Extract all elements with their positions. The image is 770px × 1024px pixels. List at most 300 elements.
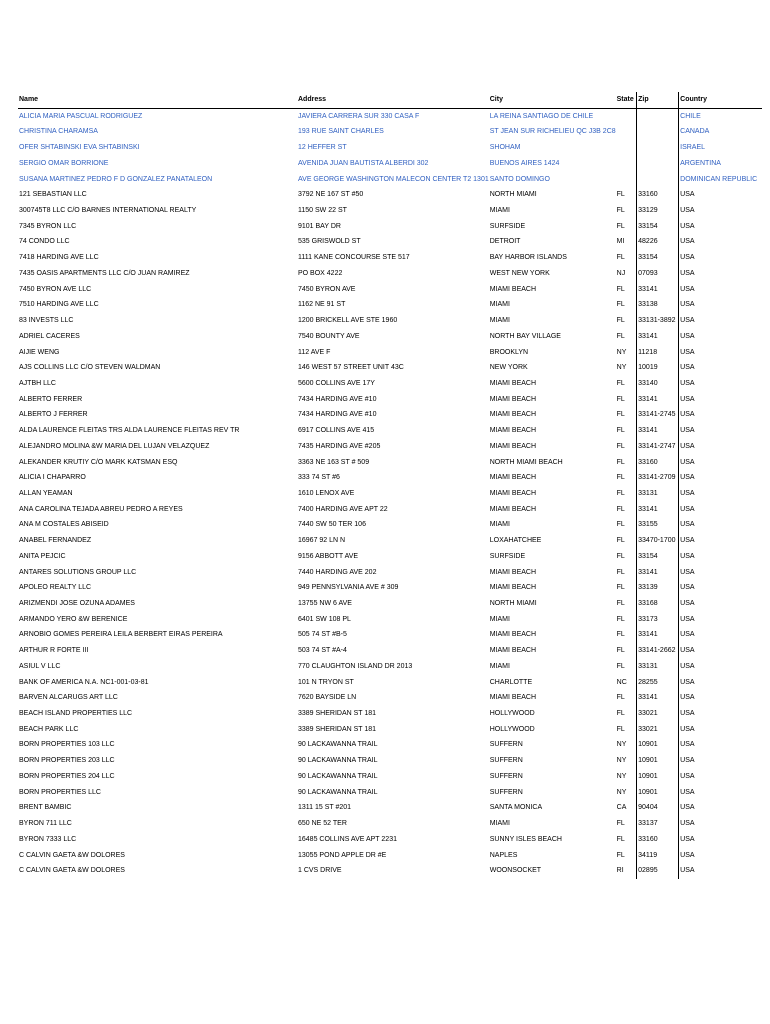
cell-country: USA [679, 533, 762, 549]
cell-name: ALEKANDER KRUTIY C/O MARK KATSMAN ESQ [19, 458, 178, 466]
cell-name: ALICIA MARIA PASCUAL RODRIGUEZ [19, 112, 143, 120]
table-row [18, 329, 762, 345]
cell-city: SUFFERN [489, 757, 523, 765]
cell-zip: 33155 [637, 517, 679, 533]
cell-zip: 33141 [637, 690, 679, 706]
cell-zip [637, 140, 679, 156]
cell-name: ASIUL V LLC [19, 662, 61, 670]
header-state: State [616, 92, 637, 108]
cell-city: BAY HARBOR ISLANDS [489, 254, 567, 262]
cell-name: BORN PROPERTIES 103 LLC [19, 741, 115, 749]
cell-country: USA [679, 706, 762, 722]
cell-name: 7450 BYRON AVE LLC [19, 285, 92, 293]
cell-city: WEST NEW YORK [489, 269, 550, 277]
cell-city: MIAMI BEACH [489, 505, 537, 513]
cell-state: FL [616, 317, 625, 325]
header-address: Address [297, 92, 489, 108]
cell-country: USA [679, 282, 762, 298]
cell-zip: 02895 [637, 863, 679, 879]
cell-address: JAVIERA CARRERA SUR 330 CASA F [298, 112, 420, 120]
cell-address: 7620 BAYSIDE LN [298, 694, 357, 702]
cell-address: 7450 BYRON AVE [298, 285, 356, 293]
table-row [18, 470, 762, 486]
header-city: City [489, 92, 616, 108]
cell-state: FL [616, 631, 625, 639]
table-row [18, 848, 762, 864]
table-row [18, 517, 762, 533]
cell-address: 7434 HARDING AVE #10 [298, 395, 377, 403]
cell-state: NY [616, 741, 627, 749]
cell-country: USA [679, 580, 762, 596]
cell-name: 7435 OASIS APARTMENTS LLC C/O JUAN RAMIREZ [19, 269, 190, 277]
cell-address: 505 74 ST #B-5 [298, 631, 347, 639]
cell-zip: 33141 [637, 392, 679, 408]
cell-address: 146 WEST 57 STREET UNIT 43C [298, 364, 404, 372]
cell-city: BROOKLYN [489, 348, 529, 356]
cell-address: 3792 NE 167 ST #50 [298, 191, 364, 199]
cell-city: SANTA MONICA [489, 804, 543, 812]
cell-address: 7434 HARDING AVE #10 [298, 411, 377, 419]
cell-country: USA [679, 690, 762, 706]
table-row [18, 108, 762, 124]
cell-state [616, 140, 637, 156]
cell-address: 16967 92 LN N [298, 537, 346, 545]
cell-address: 13755 NW 6 AVE [298, 600, 352, 607]
cell-city: NORTH MIAMI [489, 191, 537, 199]
cell-address: 503 74 ST #A-4 [298, 647, 347, 655]
header-name: Name [18, 92, 297, 108]
cell-state: FL [616, 474, 625, 482]
table-row [18, 533, 762, 549]
cell-state: NY [616, 348, 627, 356]
cell-name: ANTARES SOLUTIONS GROUP LLC [19, 568, 137, 576]
cell-zip: 10019 [637, 360, 679, 376]
cell-country: USA [679, 329, 762, 345]
cell-zip: 10901 [637, 785, 679, 801]
cell-city: MIAMI BEACH [489, 285, 537, 293]
cell-zip: 33168 [637, 596, 679, 612]
table-row [18, 282, 762, 298]
cell-address: 6917 COLLINS AVE 415 [298, 427, 375, 435]
cell-country: USA [679, 800, 762, 816]
cell-state: FL [616, 427, 625, 435]
cell-country: USA [679, 345, 762, 361]
cell-name: ANA M COSTALES ABISEID [19, 521, 109, 529]
table-row [18, 266, 762, 282]
table-row [18, 234, 762, 250]
cell-name: ALBERTO J FERRER [19, 411, 88, 419]
cell-address: 90 LACKAWANNA TRAIL [298, 741, 378, 749]
mailing-list-table [18, 92, 762, 879]
cell-state: FL [616, 835, 625, 843]
cell-state: FL [616, 851, 625, 859]
cell-zip: 33137 [637, 816, 679, 832]
cell-zip: 10901 [637, 769, 679, 785]
cell-state [616, 108, 637, 124]
cell-city: SHOHAM [489, 144, 521, 152]
cell-city: HOLLYWOOD [489, 710, 535, 718]
cell-zip: 33154 [637, 250, 679, 266]
cell-zip: 33154 [637, 549, 679, 565]
cell-city: HOLLYWOOD [489, 725, 535, 733]
cell-country: USA [679, 423, 762, 439]
cell-country: ISRAEL [679, 140, 762, 156]
cell-country: USA [679, 502, 762, 518]
cell-name: 7345 BYRON LLC [19, 222, 77, 230]
cell-state: NY [616, 772, 627, 780]
table-row [18, 502, 762, 518]
cell-address: 101 N TRYON ST [298, 678, 354, 686]
cell-name: 300745T8 LLC C/O BARNES INTERNATIONAL REALTY [19, 207, 197, 215]
cell-country: USA [679, 659, 762, 675]
cell-zip: 33160 [637, 455, 679, 471]
cell-state: FL [616, 662, 625, 670]
table-row [18, 722, 762, 738]
cell-country: USA [679, 737, 762, 753]
cell-state: FL [616, 521, 625, 529]
table-row [18, 690, 762, 706]
cell-state: FL [616, 301, 625, 309]
cell-name: BORN PROPERTIES 203 LLC [19, 757, 115, 765]
cell-country: USA [679, 565, 762, 581]
cell-zip: 11218 [637, 345, 679, 361]
cell-address: 9156 ABBOTT AVE [298, 552, 359, 560]
table-row [18, 313, 762, 329]
cell-state: FL [616, 600, 625, 607]
cell-country: CHILE [679, 108, 762, 124]
cell-zip: 33141 [637, 282, 679, 298]
cell-name: SUSANA MARTINEZ PEDRO F D GONZALEZ PANATALEON [19, 175, 213, 183]
cell-zip: 33173 [637, 612, 679, 628]
table-row [18, 156, 762, 172]
cell-country: DOMINICAN REPUBLIC [679, 172, 762, 188]
cell-address: 949 PENNSYLVANIA AVE # 309 [298, 584, 399, 592]
cell-state: FL [616, 489, 625, 497]
cell-country: USA [679, 832, 762, 848]
cell-state: FL [616, 254, 625, 262]
cell-name: AJTBH LLC [19, 379, 56, 387]
cell-state: NY [616, 788, 627, 796]
cell-zip: 33138 [637, 297, 679, 313]
cell-address: 1 CVS DRIVE [298, 867, 342, 875]
cell-city: SUFFERN [489, 772, 523, 780]
cell-state: FL [616, 584, 625, 592]
cell-country: USA [679, 517, 762, 533]
cell-name: BORN PROPERTIES 204 LLC [19, 772, 115, 780]
cell-name: ARMANDO YERO &W BERENICE [19, 615, 128, 623]
cell-state: NC [616, 678, 627, 686]
cell-name: ANABEL FERNANDEZ [19, 537, 92, 545]
cell-address: 12 HEFFER ST [298, 144, 347, 152]
cell-state: FL [616, 332, 625, 340]
cell-country: USA [679, 360, 762, 376]
cell-zip: 33470-1700 [637, 533, 679, 549]
table-row [18, 580, 762, 596]
header-country: Country [679, 92, 762, 108]
cell-state: CA [616, 804, 627, 812]
cell-address: 5600 COLLINS AVE 17Y [298, 379, 375, 387]
cell-country: CANADA [679, 124, 762, 140]
cell-country: USA [679, 753, 762, 769]
cell-city: MIAMI BEACH [489, 474, 537, 482]
cell-address: 770 CLAUGHTON ISLAND DR 2013 [298, 662, 413, 670]
cell-city: MIAMI [489, 615, 510, 623]
cell-state: FL [616, 442, 625, 450]
cell-city: MIAMI BEACH [489, 647, 537, 655]
cell-country: USA [679, 596, 762, 612]
table-row [18, 124, 762, 140]
cell-zip: 28255 [637, 675, 679, 691]
cell-zip: 33141 [637, 502, 679, 518]
cell-country: USA [679, 486, 762, 502]
cell-city: MIAMI BEACH [489, 442, 537, 450]
cell-state: FL [616, 191, 625, 199]
cell-city: MIAMI [489, 317, 510, 325]
cell-name: C CALVIN GAETA &W DOLORES [19, 867, 125, 875]
table-row [18, 596, 762, 612]
cell-name: BEACH PARK LLC [19, 725, 79, 733]
table-row [18, 250, 762, 266]
cell-zip: 33141-2662 [637, 643, 679, 659]
cell-zip: 33141 [637, 627, 679, 643]
cell-address: 650 NE 52 TER [298, 820, 347, 828]
cell-state: FL [616, 395, 625, 403]
cell-name: ARTHUR R FORTE III [19, 647, 89, 655]
table-row [18, 675, 762, 691]
cell-address: 1150 SW 22 ST [298, 207, 347, 215]
cell-city: MIAMI BEACH [489, 411, 537, 419]
cell-address: 3389 SHERIDAN ST 181 [298, 710, 377, 718]
table-row [18, 345, 762, 361]
cell-country: USA [679, 455, 762, 471]
cell-name: 7418 HARDING AVE LLC [19, 254, 99, 262]
cell-address: 7435 HARDING AVE #205 [298, 442, 381, 450]
cell-country: USA [679, 313, 762, 329]
cell-zip: 33131 [637, 486, 679, 502]
cell-country: USA [679, 297, 762, 313]
cell-name: BEACH ISLAND PROPERTIES LLC [19, 710, 133, 718]
cell-name: ALLAN YEAMAN [19, 489, 73, 497]
table-row [18, 549, 762, 565]
cell-name: BRENT BAMBIC [19, 804, 72, 812]
cell-zip: 33141 [637, 329, 679, 345]
cell-zip: 33160 [637, 832, 679, 848]
cell-address: 6401 SW 108 PL [298, 615, 351, 623]
cell-address: 1162 NE 91 ST [298, 301, 346, 309]
cell-state: FL [616, 647, 625, 655]
cell-zip: 33141 [637, 565, 679, 581]
table-row [18, 659, 762, 675]
table-row [18, 863, 762, 879]
table-row [18, 785, 762, 801]
cell-country: USA [679, 392, 762, 408]
cell-city: MIAMI BEACH [489, 568, 537, 576]
table-row [18, 800, 762, 816]
cell-country: USA [679, 203, 762, 219]
cell-zip: 33160 [637, 187, 679, 203]
cell-state: FL [616, 725, 625, 733]
cell-name: BANK OF AMERICA N.A. NC1-001-03-81 [19, 678, 149, 686]
table-row [18, 172, 762, 188]
cell-address: 90 LACKAWANNA TRAIL [298, 788, 378, 796]
cell-address: 7440 HARDING AVE 202 [298, 568, 377, 576]
cell-name: OFER SHTABINSKI EVA SHTABINSKI [19, 144, 140, 152]
cell-address: 333 74 ST #6 [298, 474, 340, 482]
cell-zip: 33141-2747 [637, 439, 679, 455]
cell-country: USA [679, 643, 762, 659]
cell-address: 535 GRISWOLD ST [298, 238, 361, 246]
table-row [18, 187, 762, 203]
table-row [18, 297, 762, 313]
cell-state: FL [616, 458, 625, 466]
cell-city: MIAMI [489, 301, 510, 309]
cell-address: 1610 LENOX AVE [298, 489, 355, 497]
cell-city: MIAMI [489, 207, 510, 215]
cell-city: MIAMI BEACH [489, 584, 537, 592]
cell-zip [637, 172, 679, 188]
cell-address: AVE GEORGE WASHINGTON MALECON CENTER T2 1301 [298, 175, 489, 183]
cell-city: MIAMI [489, 820, 510, 828]
table-row [18, 832, 762, 848]
cell-country: USA [679, 376, 762, 392]
cell-address: 7440 SW 50 TER 106 [298, 521, 366, 529]
cell-address: 16485 COLLINS AVE APT 2231 [298, 835, 397, 843]
cell-zip: 07093 [637, 266, 679, 282]
cell-state: FL [616, 694, 625, 702]
cell-country: USA [679, 187, 762, 203]
table-row [18, 360, 762, 376]
cell-zip [637, 108, 679, 124]
cell-state: FL [616, 537, 625, 545]
cell-city: NORTH MIAMI [489, 600, 537, 607]
cell-address: 90 LACKAWANNA TRAIL [298, 772, 378, 780]
header-row [18, 92, 762, 108]
cell-city: MIAMI [489, 662, 510, 670]
cell-address: 193 RUE SAINT CHARLES [298, 128, 384, 136]
cell-state [616, 156, 637, 172]
cell-state [616, 124, 637, 140]
cell-city: SURFSIDE [489, 222, 526, 230]
cell-country: USA [679, 407, 762, 423]
cell-city: SURFSIDE [489, 552, 526, 560]
cell-country: USA [679, 266, 762, 282]
cell-city: SANTO DOMINGO [489, 175, 550, 183]
cell-state: FL [616, 552, 625, 560]
table-row [18, 423, 762, 439]
spreadsheet [18, 92, 762, 879]
cell-city: WOONSOCKET [489, 867, 542, 875]
cell-address: 1311 15 ST #201 [298, 804, 352, 812]
table-row [18, 140, 762, 156]
cell-city: LOXAHATCHEE [489, 537, 542, 545]
cell-zip: 33131 [637, 659, 679, 675]
cell-name: BARVEN ALCARUGS ART LLC [19, 694, 118, 702]
cell-zip: 33141-2745 [637, 407, 679, 423]
table-row [18, 455, 762, 471]
table-row [18, 407, 762, 423]
cell-zip: 48226 [637, 234, 679, 250]
cell-state: FL [616, 379, 625, 387]
cell-country: USA [679, 816, 762, 832]
cell-state: FL [616, 285, 625, 293]
cell-address: 90 LACKAWANNA TRAIL [298, 757, 378, 765]
cell-state: NJ [616, 269, 626, 277]
cell-zip: 33141 [637, 423, 679, 439]
cell-name: BYRON 711 LLC [19, 820, 72, 828]
cell-name: BORN PROPERTIES LLC [19, 788, 101, 796]
cell-state [616, 172, 637, 188]
cell-country: USA [679, 848, 762, 864]
cell-name: CHRISTINA CHARAMSA [19, 128, 98, 136]
cell-zip: 33140 [637, 376, 679, 392]
cell-name: ARIZMENDI JOSE OZUNA ADAMES [19, 600, 135, 607]
cell-city: NAPLES [489, 851, 518, 859]
cell-zip: 34119 [637, 848, 679, 864]
cell-state: FL [616, 568, 625, 576]
table-row [18, 486, 762, 502]
table-row [18, 737, 762, 753]
cell-country: USA [679, 627, 762, 643]
cell-city: NEW YORK [489, 364, 528, 372]
table-row [18, 816, 762, 832]
cell-name: AJS COLLINS LLC C/O STEVEN WALDMAN [19, 364, 161, 372]
cell-country: USA [679, 722, 762, 738]
table-body [18, 108, 762, 879]
cell-name: ADRIEL CACERES [19, 332, 80, 340]
cell-city: MIAMI [489, 521, 510, 529]
cell-country: USA [679, 769, 762, 785]
cell-state: FL [616, 411, 625, 419]
cell-state: FL [616, 710, 625, 718]
cell-name: ALEJANDRO MOLINA &W MARIA DEL LUJAN VELAZQUEZ [19, 442, 210, 450]
cell-city: MIAMI BEACH [489, 489, 537, 497]
cell-zip: 33131-3892 [637, 313, 679, 329]
table-row [18, 769, 762, 785]
cell-country: USA [679, 863, 762, 879]
cell-name: ALICIA I CHAPARRO [19, 474, 86, 482]
cell-state: MI [616, 238, 625, 246]
table-row [18, 753, 762, 769]
cell-country: USA [679, 612, 762, 628]
cell-zip: 33139 [637, 580, 679, 596]
cell-city: MIAMI BEACH [489, 395, 537, 403]
cell-state: RI [616, 867, 624, 875]
table-row [18, 627, 762, 643]
cell-city: MIAMI BEACH [489, 694, 537, 702]
cell-country: USA [679, 549, 762, 565]
cell-country: USA [679, 250, 762, 266]
cell-name: APOLEO REALTY LLC [19, 584, 92, 592]
cell-name: 83 INVESTS LLC [19, 317, 74, 325]
cell-address: 1200 BRICKELL AVE STE 1960 [298, 317, 398, 325]
cell-country: USA [679, 219, 762, 235]
table-row [18, 219, 762, 235]
cell-city: ST JEAN SUR RICHELIEU QC J3B 2C8 [489, 128, 616, 136]
cell-address: 3363 NE 163 ST # 509 [298, 458, 370, 466]
table-row [18, 392, 762, 408]
table-row [18, 439, 762, 455]
cell-zip: 10901 [637, 753, 679, 769]
cell-address: AVENIDA JUAN BAUTISTA ALBERDI 302 [298, 159, 429, 167]
cell-country: USA [679, 675, 762, 691]
cell-city: NORTH MIAMI BEACH [489, 458, 563, 466]
cell-country: ARGENTINA [679, 156, 762, 172]
cell-name: 7510 HARDING AVE LLC [19, 301, 99, 309]
cell-state: FL [616, 615, 625, 623]
cell-address: 112 AVE F [298, 348, 331, 356]
header-zip: Zip [637, 92, 679, 108]
cell-address: 13055 POND APPLE DR #E [298, 851, 387, 859]
